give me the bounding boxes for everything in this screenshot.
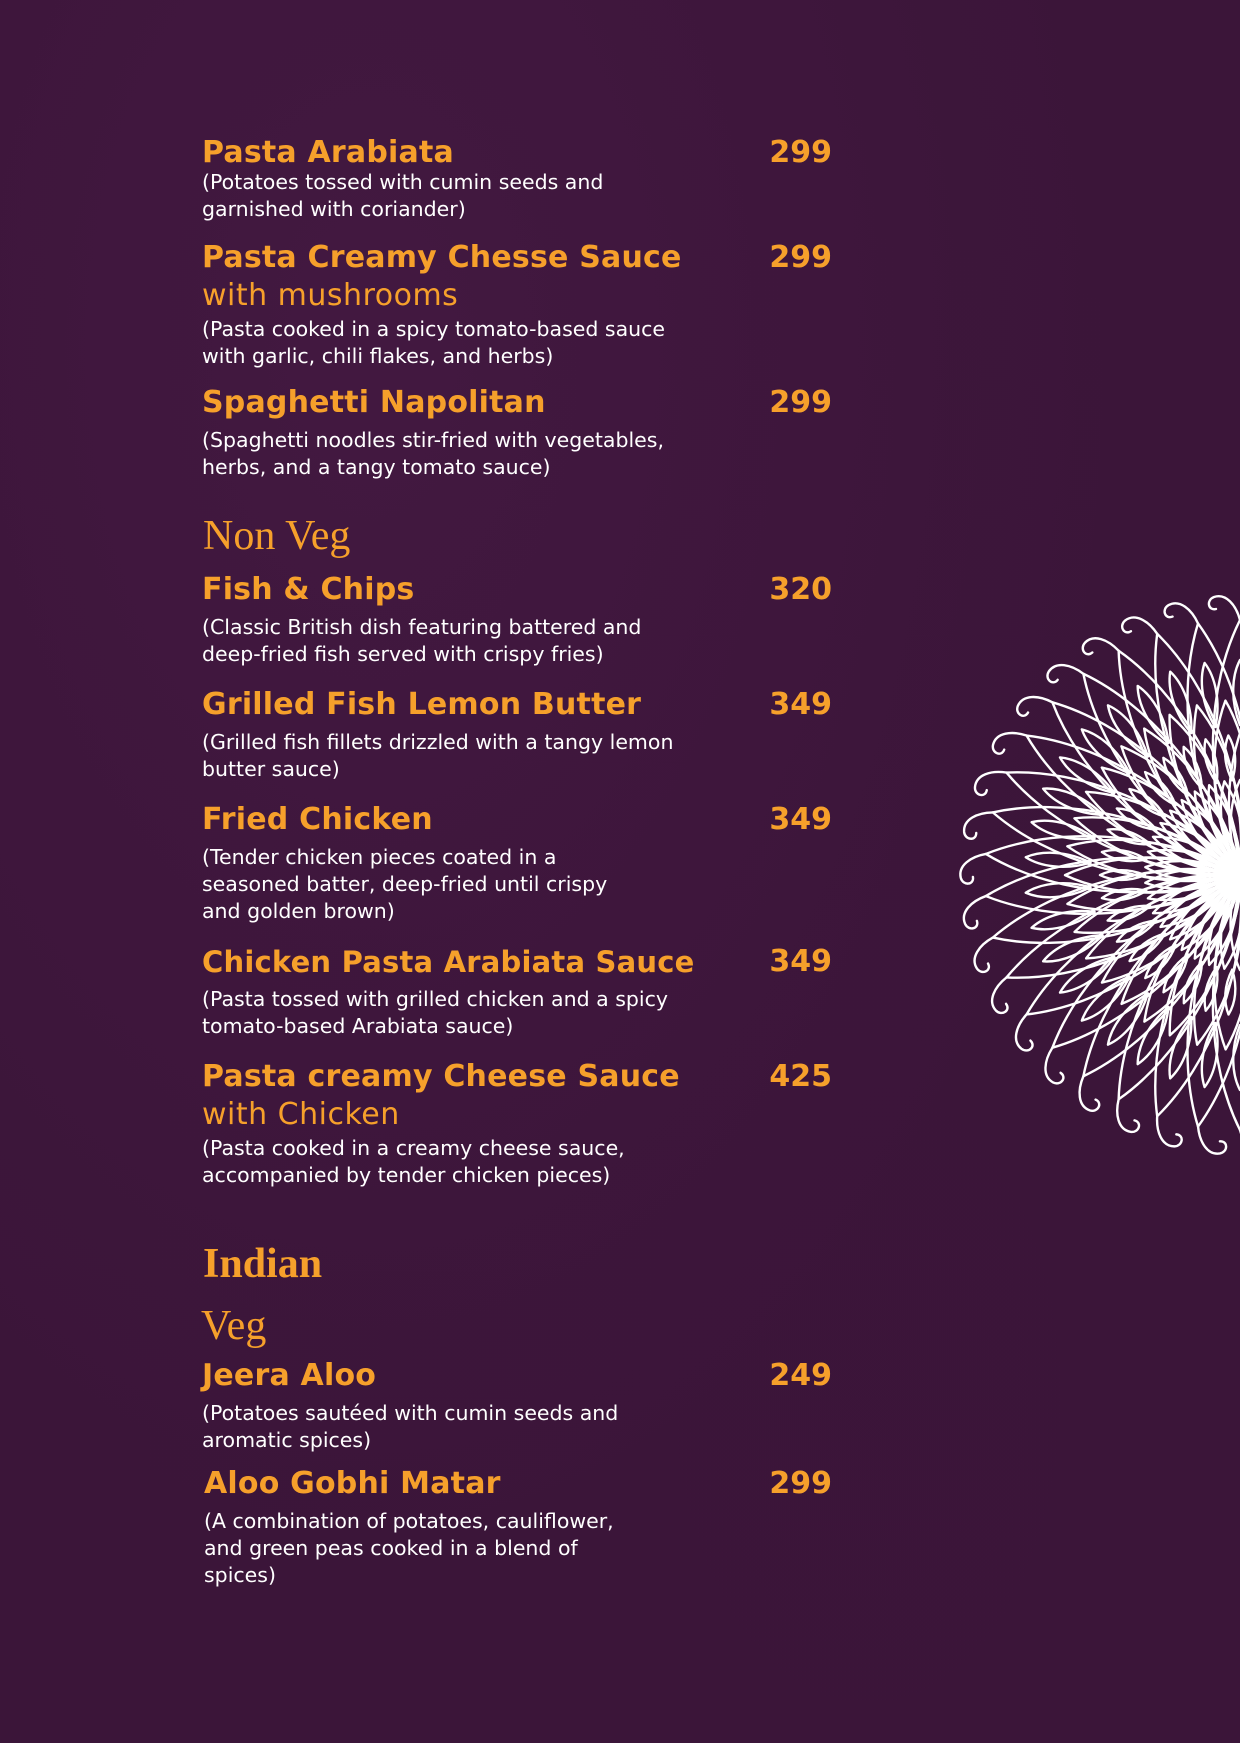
menu-item-chicken-pasta-arabiata-sauce — [202, 944, 832, 1040]
item-description-line: (A combination of potatoes, cauliflower, — [204, 1509, 614, 1533]
item-description-line: butter sauce) — [202, 757, 340, 781]
item-name: Jeera Aloo — [202, 1358, 377, 1393]
section-title-veg: Veg — [201, 1303, 267, 1349]
item-description-line: garnished with coriander) — [202, 197, 466, 221]
mandala-flower-icon — [930, 565, 1240, 1185]
item-name: Pasta Creamy Chesse Sauce — [202, 240, 682, 275]
item-description-line: herbs, and a tangy tomato sauce) — [202, 455, 551, 479]
item-description-line: (Grilled fish fillets drizzled with a tangy lemon — [202, 730, 674, 754]
item-name: Grilled Fish Lemon Butter — [202, 687, 642, 722]
item-subtitle: with Chicken — [202, 1097, 400, 1132]
item-price: 299 — [769, 385, 832, 420]
menu-item-spaghetti-napolitan — [202, 385, 832, 481]
item-name: Spaghetti Napolitan — [202, 385, 546, 420]
item-description — [202, 614, 832, 668]
section-title-indian: Indian — [203, 1241, 323, 1287]
item-price: 249 — [769, 1358, 832, 1393]
menu-item-aloo-gobhi-matar — [204, 1466, 834, 1589]
section-title-non-veg: Non Veg — [203, 513, 351, 559]
item-description — [202, 427, 832, 481]
item-description-line: aromatic spices) — [202, 1428, 372, 1452]
item-description-line: (Pasta cooked in a creamy cheese sauce, — [202, 1136, 625, 1160]
menu-item-pasta-creamy-chesse-sauce — [202, 240, 832, 370]
item-description-line: (Pasta tossed with grilled chicken and a spicy — [202, 987, 669, 1011]
menu-item-pasta-arabiata — [202, 135, 832, 223]
item-subtitle: with mushrooms — [202, 278, 459, 313]
item-price: 349 — [769, 687, 832, 722]
item-description — [202, 316, 832, 370]
item-description-line: tomato-based Arabiata sauce) — [202, 1014, 514, 1038]
item-description-line: deep-fried fish served with crispy fries) — [202, 642, 604, 666]
item-description-line: (Spaghetti noodles stir-fried with vegetables, — [202, 428, 664, 452]
item-price: 349 — [769, 944, 832, 979]
item-price: 425 — [769, 1059, 832, 1094]
item-description-line: (Potatoes tossed with cumin seeds and — [202, 170, 604, 194]
item-name: Fried Chicken — [202, 802, 433, 837]
item-description-line: and green peas cooked in a blend of — [204, 1536, 578, 1560]
item-name: Aloo Gobhi Matar — [204, 1466, 501, 1501]
item-name: Pasta creamy Cheese Sauce — [202, 1059, 680, 1094]
item-price: 320 — [769, 572, 832, 607]
item-price: 349 — [769, 802, 832, 837]
item-description — [202, 169, 832, 223]
item-name: Pasta Arabiata — [202, 135, 454, 170]
item-description-line: (Potatoes sautéed with cumin seeds and — [202, 1401, 619, 1425]
menu-item-fried-chicken — [202, 802, 832, 925]
item-description-line: accompanied by tender chicken pieces) — [202, 1163, 611, 1187]
item-description — [202, 1400, 832, 1454]
item-description-line: with garlic, chili flakes, and herbs) — [202, 344, 554, 368]
item-description-line: (Tender chicken pieces coated in a — [202, 845, 557, 869]
menu-item-fish-and-chips — [202, 572, 832, 668]
menu-item-grilled-fish-lemon-butter — [202, 687, 832, 783]
item-description — [202, 844, 832, 925]
item-name: Chicken Pasta Arabiata Sauce — [202, 945, 695, 979]
item-description-line: seasoned batter, deep-fried until crispy — [202, 872, 608, 896]
item-price: 299 — [769, 240, 832, 275]
item-description-line: and golden brown) — [202, 899, 395, 923]
item-description — [202, 729, 832, 783]
item-name: Fish & Chips — [202, 572, 415, 607]
item-price: 299 — [769, 1466, 832, 1501]
item-description-line: (Classic British dish featuring battered and — [202, 615, 642, 639]
item-description — [202, 986, 832, 1040]
item-description — [204, 1508, 834, 1589]
item-price: 299 — [769, 135, 832, 170]
menu-item-jeera-aloo — [202, 1358, 832, 1454]
item-description-line: spices) — [204, 1563, 276, 1587]
item-description — [202, 1135, 832, 1189]
menu-item-pasta-creamy-cheese-sauce-chicken — [202, 1059, 832, 1189]
item-description-line: (Pasta cooked in a spicy tomato-based sauce — [202, 317, 666, 341]
